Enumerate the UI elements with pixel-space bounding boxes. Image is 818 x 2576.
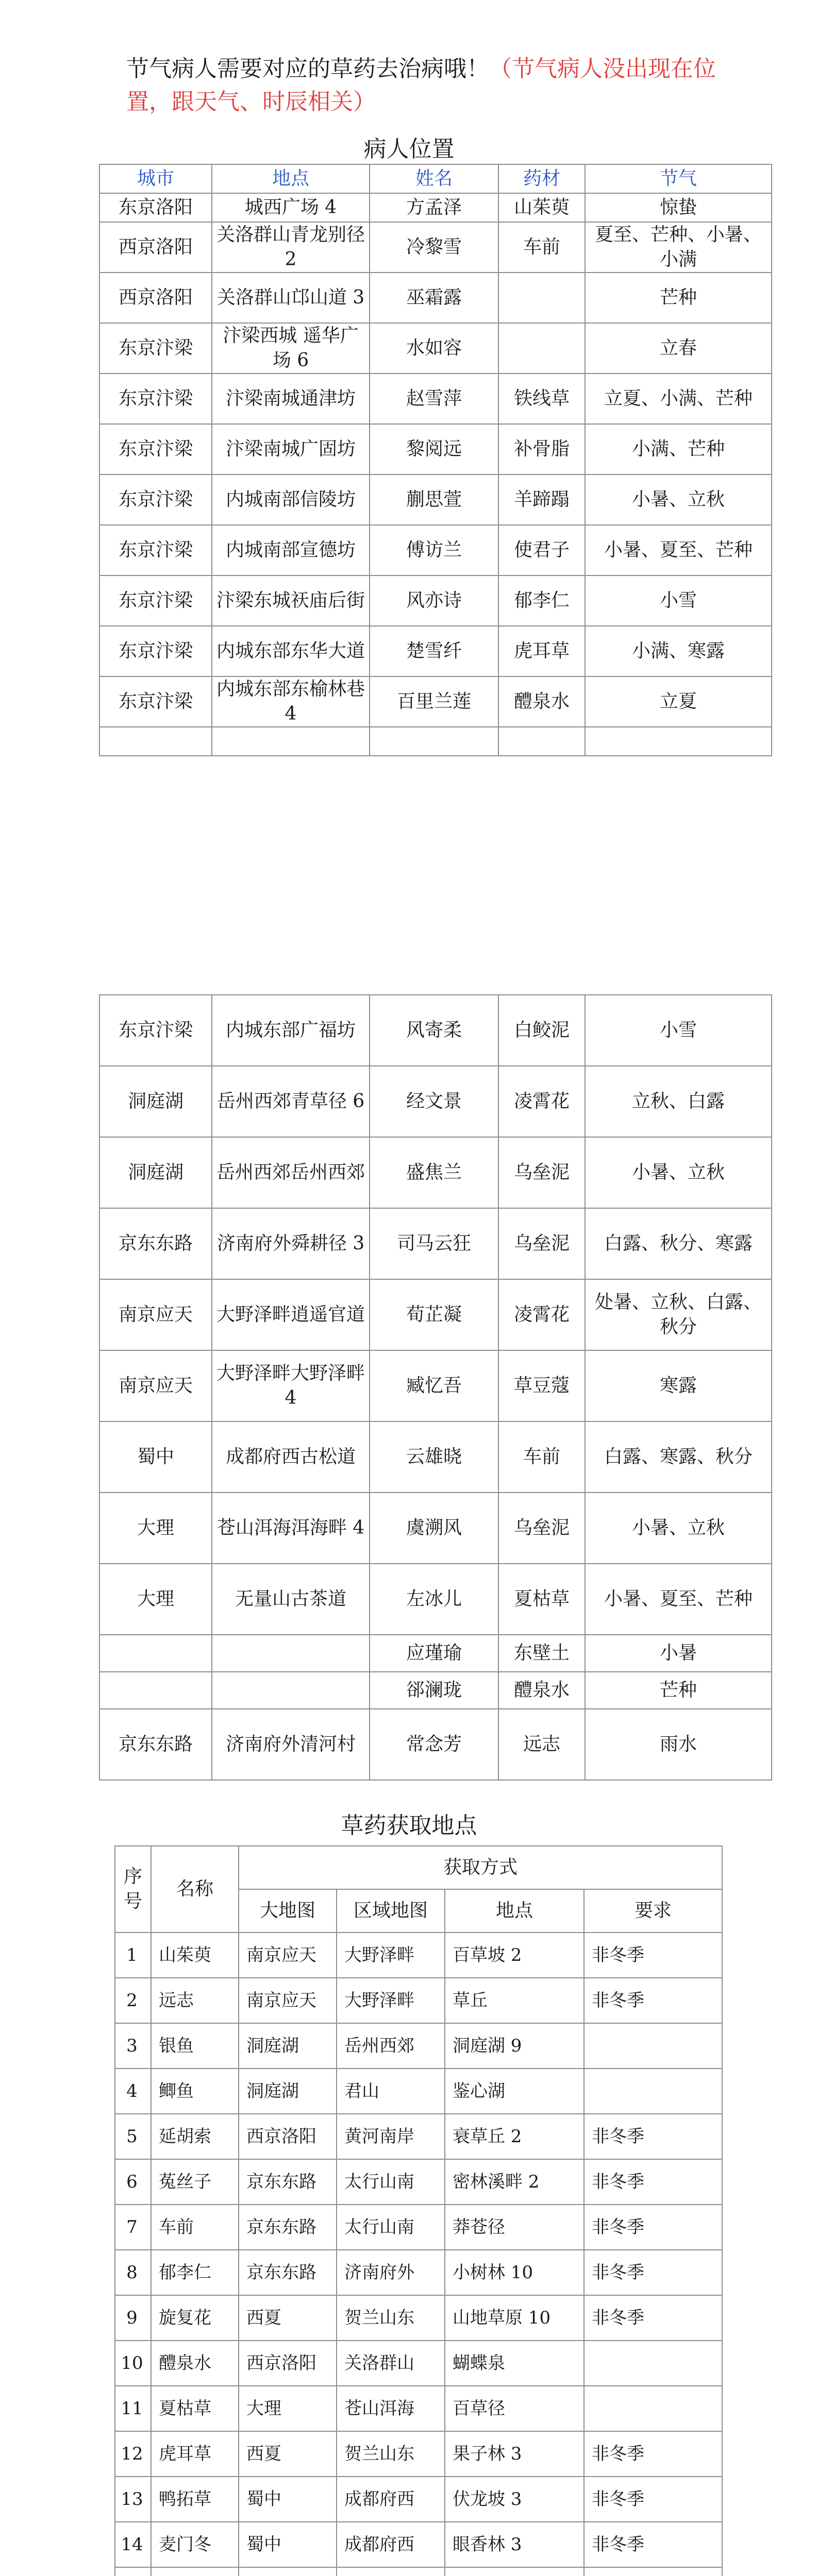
herb-row-cell: 14: [115, 2522, 151, 2567]
herb-row-cell: 西夏: [239, 2431, 337, 2477]
patient-row: [99, 273, 772, 323]
patient-row: [99, 1709, 772, 1780]
patient-row-cell: 蒯思萱: [370, 474, 498, 525]
patient-row-cell: 使君子: [498, 525, 585, 575]
patient-row-cell: 岳州西郊青草径 6: [212, 1066, 370, 1137]
patient-row-cell: 东京汴梁: [99, 474, 212, 525]
patient-row: [99, 374, 772, 424]
patient-row-cell: 东壁土: [498, 1635, 585, 1672]
header-method: 获取方式: [239, 1846, 722, 1889]
patient-row-cell: [498, 727, 585, 756]
patient-row-cell: [370, 727, 498, 756]
herb-row-cell: 密林溪畔 2: [445, 2159, 584, 2205]
patient-row-cell: 芒种: [585, 273, 772, 323]
patient-row-cell: 芒种: [585, 1672, 772, 1709]
herb-row-cell: 非冬季: [584, 2431, 722, 2477]
herb-row-cell: 4: [115, 2069, 151, 2114]
patient-row: [99, 323, 772, 374]
header-requirement: 要求: [584, 1889, 722, 1933]
herb-row-cell: [239, 2567, 337, 2576]
patient-row: [99, 676, 772, 727]
patient-row-cell: 郤澜珑: [370, 1672, 498, 1709]
patient-row-cell: 荀芷凝: [370, 1279, 498, 1350]
herb-row-cell: 太行山南: [337, 2159, 445, 2205]
herb-row-cell: 山茱萸: [151, 1933, 239, 1978]
patient-row-cell: 关洛群山青龙别径 2: [212, 222, 370, 273]
herb-row-cell: [115, 2567, 151, 2576]
herb-row-cell: 大野泽畔: [337, 1978, 445, 2023]
herb-row-cell: 3: [115, 2023, 151, 2069]
herb-row: [115, 2250, 722, 2295]
patient-row-cell: 小雪: [585, 995, 772, 1066]
patient-row: [99, 995, 772, 1066]
patient-row-cell: 内城南部信陵坊: [212, 474, 370, 525]
herb-row-cell: 莽苍径: [445, 2205, 584, 2250]
patient-row-cell: 苍山洱海洱海畔 4: [212, 1493, 370, 1564]
patient-row-cell: 西京洛阳: [99, 273, 212, 323]
herb-row-cell: 贺兰山东: [337, 2295, 445, 2341]
herb-row-cell: 醴泉水: [151, 2341, 239, 2386]
herb-row-cell: 成都府西: [337, 2477, 445, 2522]
patient-row-cell: 左冰儿: [370, 1564, 498, 1635]
patient-row-cell: 内城东部东华大道: [212, 626, 370, 676]
herb-row: [115, 2023, 722, 2069]
herb-row-cell: 2: [115, 1978, 151, 2023]
herb-row-cell: 岳州西郊: [337, 2023, 445, 2069]
header-big-map: 大地图: [239, 1889, 337, 1933]
herb-row-cell: 蝴蝶泉: [445, 2341, 584, 2386]
patient-row: [99, 727, 772, 756]
patient-row: [99, 575, 772, 626]
header-herb: 药材: [498, 164, 585, 193]
patient-row: [99, 626, 772, 676]
patient-row-cell: 远志: [498, 1709, 585, 1780]
patient-row-cell: 车前: [498, 1421, 585, 1493]
patient-row-cell: 济南府外舜耕径 3: [212, 1208, 370, 1279]
herb-row-cell: 9: [115, 2295, 151, 2341]
patients-title: 病人位置: [363, 136, 455, 162]
patient-row: [99, 1421, 772, 1493]
herb-row-cell: 虎耳草: [151, 2431, 239, 2477]
patient-row-cell: 水如容: [370, 323, 498, 374]
patient-row-cell: 黎阅远: [370, 424, 498, 474]
herb-row-cell: 非冬季: [584, 2295, 722, 2341]
herb-row-cell: 洞庭湖: [239, 2023, 337, 2069]
herbs-table: [114, 1845, 723, 2576]
herb-row-cell: 延胡索: [151, 2114, 239, 2159]
patient-row-cell: 济南府外清河村: [212, 1709, 370, 1780]
patient-row-cell: 蜀中: [99, 1421, 212, 1493]
patient-row-cell: 小暑、立秋: [585, 1137, 772, 1208]
patient-row-cell: 汴梁西城 遥华广场 6: [212, 323, 370, 374]
herb-row-cell: 衰草丘 2: [445, 2114, 584, 2159]
herb-row-cell: 8: [115, 2250, 151, 2295]
herb-row-cell: 11: [115, 2386, 151, 2431]
patient-row: [99, 193, 772, 222]
patient-row-cell: 乌垒泥: [498, 1493, 585, 1564]
patient-row-cell: 城西广场 4: [212, 193, 370, 222]
patient-row-cell: 夏枯草: [498, 1564, 585, 1635]
patient-row-cell: 南京应天: [99, 1350, 212, 1421]
herb-row-cell: [337, 2567, 445, 2576]
patient-row-cell: 臧忆吾: [370, 1350, 498, 1421]
herb-row-cell: 京东东路: [239, 2250, 337, 2295]
patient-row: [99, 222, 772, 273]
intro-note: （节气病人没出现在位置，跟天气、时辰相关）: [126, 56, 716, 115]
patient-row-cell: 西京洛阳: [99, 222, 212, 273]
herb-row-cell: 非冬季: [584, 2477, 722, 2522]
herb-row-cell: 太行山南: [337, 2205, 445, 2250]
patient-row: [99, 1493, 772, 1564]
herb-row-cell: 草丘: [445, 1978, 584, 2023]
patient-row: [99, 1208, 772, 1279]
patient-row-cell: 凌霄花: [498, 1279, 585, 1350]
herb-row-cell: 君山: [337, 2069, 445, 2114]
header-location: 地点: [212, 164, 370, 193]
patient-row-cell: 东京汴梁: [99, 575, 212, 626]
patient-row-cell: 白鲛泥: [498, 995, 585, 1066]
patient-row-cell: 东京汴梁: [99, 374, 212, 424]
patient-row-cell: 立秋、白露: [585, 1066, 772, 1137]
herb-row-cell: 菟丝子: [151, 2159, 239, 2205]
herb-row-cell: 6: [115, 2159, 151, 2205]
herb-row-cell: 西京洛阳: [239, 2114, 337, 2159]
patients-header-row: [99, 164, 772, 193]
patient-row-cell: 大理: [99, 1564, 212, 1635]
herb-row-cell: [584, 2386, 722, 2431]
patient-row-cell: 乌垒泥: [498, 1208, 585, 1279]
patient-row-cell: 关洛群山邙山道 3: [212, 273, 370, 323]
herb-row-cell: [584, 2069, 722, 2114]
patient-row-cell: 应瑾瑜: [370, 1635, 498, 1672]
patient-row-cell: 虎耳草: [498, 626, 585, 676]
intro-text: [126, 53, 760, 118]
patient-row: [99, 525, 772, 575]
patient-row-cell: 寒露: [585, 1350, 772, 1421]
herb-row-cell: 旋复花: [151, 2295, 239, 2341]
patients-table-continued: [99, 994, 772, 1781]
patient-row-cell: 处暑、立秋、白露、秋分: [585, 1279, 772, 1350]
header-solar-term: 节气: [585, 164, 772, 193]
patient-row-cell: [212, 727, 370, 756]
herb-row-cell: 非冬季: [584, 2159, 722, 2205]
herb-row: [115, 2522, 722, 2567]
herb-row: [115, 2386, 722, 2431]
patient-row-cell: 内城东部东榆林巷 4: [212, 676, 370, 727]
patient-row-cell: 盛焦兰: [370, 1137, 498, 1208]
patient-row-cell: 虞溯风: [370, 1493, 498, 1564]
patient-row-cell: 小雪: [585, 575, 772, 626]
patient-row-cell: 立夏: [585, 676, 772, 727]
patient-row-cell: 大理: [99, 1493, 212, 1564]
patient-row: [99, 1635, 772, 1672]
patient-row-cell: 东京汴梁: [99, 323, 212, 374]
herb-row-cell: 眼香林 3: [445, 2522, 584, 2567]
patient-row-cell: 百里兰莲: [370, 676, 498, 727]
herb-row-cell: 蜀中: [239, 2477, 337, 2522]
patient-row-cell: 京东东路: [99, 1709, 212, 1780]
herb-row-cell: 非冬季: [584, 1978, 722, 2023]
patient-row-cell: 傅访兰: [370, 525, 498, 575]
herb-row-cell: 郁李仁: [151, 2250, 239, 2295]
herb-row-cell: 西夏: [239, 2295, 337, 2341]
patient-row-cell: 冷黎雪: [370, 222, 498, 273]
header-city: 城市: [99, 164, 212, 193]
herb-row: [115, 2567, 722, 2576]
herb-row-cell: 小树林 10: [445, 2250, 584, 2295]
patient-row-cell: 汴梁南城广固坊: [212, 424, 370, 474]
patient-row-cell: 小满、芒种: [585, 424, 772, 474]
header-area-map: 区域地图: [337, 1889, 445, 1933]
patient-row-cell: 补骨脂: [498, 424, 585, 474]
patient-row-cell: 醴泉水: [498, 1672, 585, 1709]
patient-row-cell: 东京汴梁: [99, 525, 212, 575]
patient-row-cell: 乌垒泥: [498, 1137, 585, 1208]
header-name: 姓名: [370, 164, 498, 193]
herb-row-cell: 12: [115, 2431, 151, 2477]
patient-row-cell: 东京汴梁: [99, 995, 212, 1066]
herb-row-cell: 远志: [151, 1978, 239, 2023]
herb-row: [115, 2205, 722, 2250]
herb-row-cell: 非冬季: [584, 2114, 722, 2159]
patient-row-cell: 醴泉水: [498, 676, 585, 727]
patient-row-cell: 常念芳: [370, 1709, 498, 1780]
herb-row-cell: 大理: [239, 2386, 337, 2431]
patient-row-cell: 立夏、小满、芒种: [585, 374, 772, 424]
patient-row-cell: [498, 273, 585, 323]
intro-main: 节气病人需要对应的草药去治病哦！: [126, 56, 489, 82]
herb-row-cell: [151, 2567, 239, 2576]
patient-row-cell: 南京应天: [99, 1279, 212, 1350]
patient-row-cell: 小满、寒露: [585, 626, 772, 676]
herb-row-cell: [584, 2023, 722, 2069]
patient-row-cell: 司马云狂: [370, 1208, 498, 1279]
header-place: 地点: [445, 1889, 584, 1933]
herb-row-cell: 鸭拓草: [151, 2477, 239, 2522]
patient-row-cell: 洞庭湖: [99, 1137, 212, 1208]
herb-row-cell: 夏枯草: [151, 2386, 239, 2431]
patient-row-cell: 经文景: [370, 1066, 498, 1137]
patient-row-cell: [99, 727, 212, 756]
herb-row: [115, 2341, 722, 2386]
herb-row-cell: 百草坡 2: [445, 1933, 584, 1978]
patient-row-cell: 风亦诗: [370, 575, 498, 626]
herb-row-cell: 伏龙坡 3: [445, 2477, 584, 2522]
patient-row: [99, 1564, 772, 1635]
patient-row-cell: 惊蛰: [585, 193, 772, 222]
herb-row-cell: 京东东路: [239, 2159, 337, 2205]
herb-row-cell: 南京应天: [239, 1978, 337, 2023]
herb-row-cell: [584, 2567, 722, 2576]
patient-row: [99, 1066, 772, 1137]
herb-row-cell: 京东东路: [239, 2205, 337, 2250]
herb-row: [115, 2431, 722, 2477]
patient-row: [99, 1672, 772, 1709]
patient-row-cell: 车前: [498, 222, 585, 273]
patient-row-cell: 夏至、芒种、小暑、小满: [585, 222, 772, 273]
herb-row-cell: 非冬季: [584, 2250, 722, 2295]
patient-row-cell: 汴梁东城祆庙后街: [212, 575, 370, 626]
herb-row-cell: 百草径: [445, 2386, 584, 2431]
patient-row-cell: 京东东路: [99, 1208, 212, 1279]
patient-row-cell: 洞庭湖: [99, 1066, 212, 1137]
herb-row-cell: 车前: [151, 2205, 239, 2250]
patient-row-cell: [99, 1672, 212, 1709]
herb-row-cell: 1: [115, 1933, 151, 1978]
patient-row-cell: 大野泽畔大野泽畔 4: [212, 1350, 370, 1421]
herb-row-cell: [584, 2341, 722, 2386]
herb-row-cell: 果子林 3: [445, 2431, 584, 2477]
patient-row-cell: 汴梁南城通津坊: [212, 374, 370, 424]
herb-row-cell: 成都府西: [337, 2522, 445, 2567]
patient-row-cell: 云雄晓: [370, 1421, 498, 1493]
herb-row-cell: 洞庭湖 9: [445, 2023, 584, 2069]
patient-row-cell: 楚雪纤: [370, 626, 498, 676]
patient-row-cell: [99, 1635, 212, 1672]
patient-row-cell: 东京汴梁: [99, 424, 212, 474]
herb-row-cell: 洞庭湖: [239, 2069, 337, 2114]
patient-row-cell: 东京洛阳: [99, 193, 212, 222]
herb-row: [115, 2114, 722, 2159]
herb-row-cell: 鲫鱼: [151, 2069, 239, 2114]
patients-table: [99, 164, 772, 756]
patient-row-cell: 内城东部广福坊: [212, 995, 370, 1066]
herb-row: [115, 2159, 722, 2205]
patient-row-cell: 白露、秋分、寒露: [585, 1208, 772, 1279]
patient-row-cell: [212, 1672, 370, 1709]
patient-row-cell: 小暑、夏至、芒种: [585, 1564, 772, 1635]
herb-row: [115, 2295, 722, 2341]
patient-row-cell: 羊蹄蹋: [498, 474, 585, 525]
herb-row-cell: 13: [115, 2477, 151, 2522]
herb-row: [115, 2069, 722, 2114]
patient-row-cell: [212, 1635, 370, 1672]
header-herb-name: 名称: [151, 1846, 239, 1933]
herb-row-cell: 济南府外: [337, 2250, 445, 2295]
herb-row-cell: 7: [115, 2205, 151, 2250]
herb-row: [115, 1978, 722, 2023]
herb-row-cell: 10: [115, 2341, 151, 2386]
herb-row-cell: 蜀中: [239, 2522, 337, 2567]
herbs-title: 草药获取地点: [341, 1812, 477, 1839]
herb-row-cell: 关洛群山: [337, 2341, 445, 2386]
patient-row-cell: 岳州西郊岳州西郊: [212, 1137, 370, 1208]
herb-row-cell: 非冬季: [584, 1933, 722, 1978]
patient-row: [99, 424, 772, 474]
patient-row: [99, 1279, 772, 1350]
patient-row-cell: 山茱萸: [498, 193, 585, 222]
herb-row-cell: 西京洛阳: [239, 2341, 337, 2386]
patient-row-cell: 东京汴梁: [99, 626, 212, 676]
patient-row-cell: [498, 323, 585, 374]
patient-row: [99, 474, 772, 525]
herb-row-cell: 麦门冬: [151, 2522, 239, 2567]
herbs-header-row: [115, 1846, 722, 1889]
patient-row-cell: 无量山古茶道: [212, 1564, 370, 1635]
herb-row-cell: 贺兰山东: [337, 2431, 445, 2477]
herb-row: [115, 2477, 722, 2522]
patient-row-cell: 小暑、立秋: [585, 474, 772, 525]
herb-row-cell: 鉴心湖: [445, 2069, 584, 2114]
patient-row-cell: 小暑: [585, 1635, 772, 1672]
patient-row-cell: 凌霄花: [498, 1066, 585, 1137]
patient-row-cell: 成都府西古松道: [212, 1421, 370, 1493]
patient-row-cell: 铁线草: [498, 374, 585, 424]
herb-row-cell: [445, 2567, 584, 2576]
patient-row-cell: 草豆蔻: [498, 1350, 585, 1421]
patient-row-cell: 郁李仁: [498, 575, 585, 626]
patient-row-cell: [585, 727, 772, 756]
patient-row-cell: 东京汴梁: [99, 676, 212, 727]
patient-row-cell: 方孟泽: [370, 193, 498, 222]
herb-row-cell: 非冬季: [584, 2205, 722, 2250]
herb-row: [115, 1933, 722, 1978]
patient-row: [99, 1350, 772, 1421]
herb-row-cell: 5: [115, 2114, 151, 2159]
header-index: 序号: [115, 1846, 151, 1933]
herb-row-cell: 山地草原 10: [445, 2295, 584, 2341]
herb-row-cell: 非冬季: [584, 2522, 722, 2567]
patient-row-cell: 赵雪萍: [370, 374, 498, 424]
patient-row-cell: 巫霜露: [370, 273, 498, 323]
patient-row-cell: 雨水: [585, 1709, 772, 1780]
patient-row-cell: 大野泽畔逍遥官道: [212, 1279, 370, 1350]
patient-row-cell: 白露、寒露、秋分: [585, 1421, 772, 1493]
patient-row-cell: 立春: [585, 323, 772, 374]
patient-row-cell: 内城南部宣德坊: [212, 525, 370, 575]
patient-row-cell: 小暑、夏至、芒种: [585, 525, 772, 575]
herb-row-cell: 黄河南岸: [337, 2114, 445, 2159]
herb-row-cell: 银鱼: [151, 2023, 239, 2069]
herb-row-cell: 南京应天: [239, 1933, 337, 1978]
herb-row-cell: 苍山洱海: [337, 2386, 445, 2431]
patient-row-cell: 风寄柔: [370, 995, 498, 1066]
patient-row: [99, 1137, 772, 1208]
patient-row-cell: 小暑、立秋: [585, 1493, 772, 1564]
herb-row-cell: 大野泽畔: [337, 1933, 445, 1978]
